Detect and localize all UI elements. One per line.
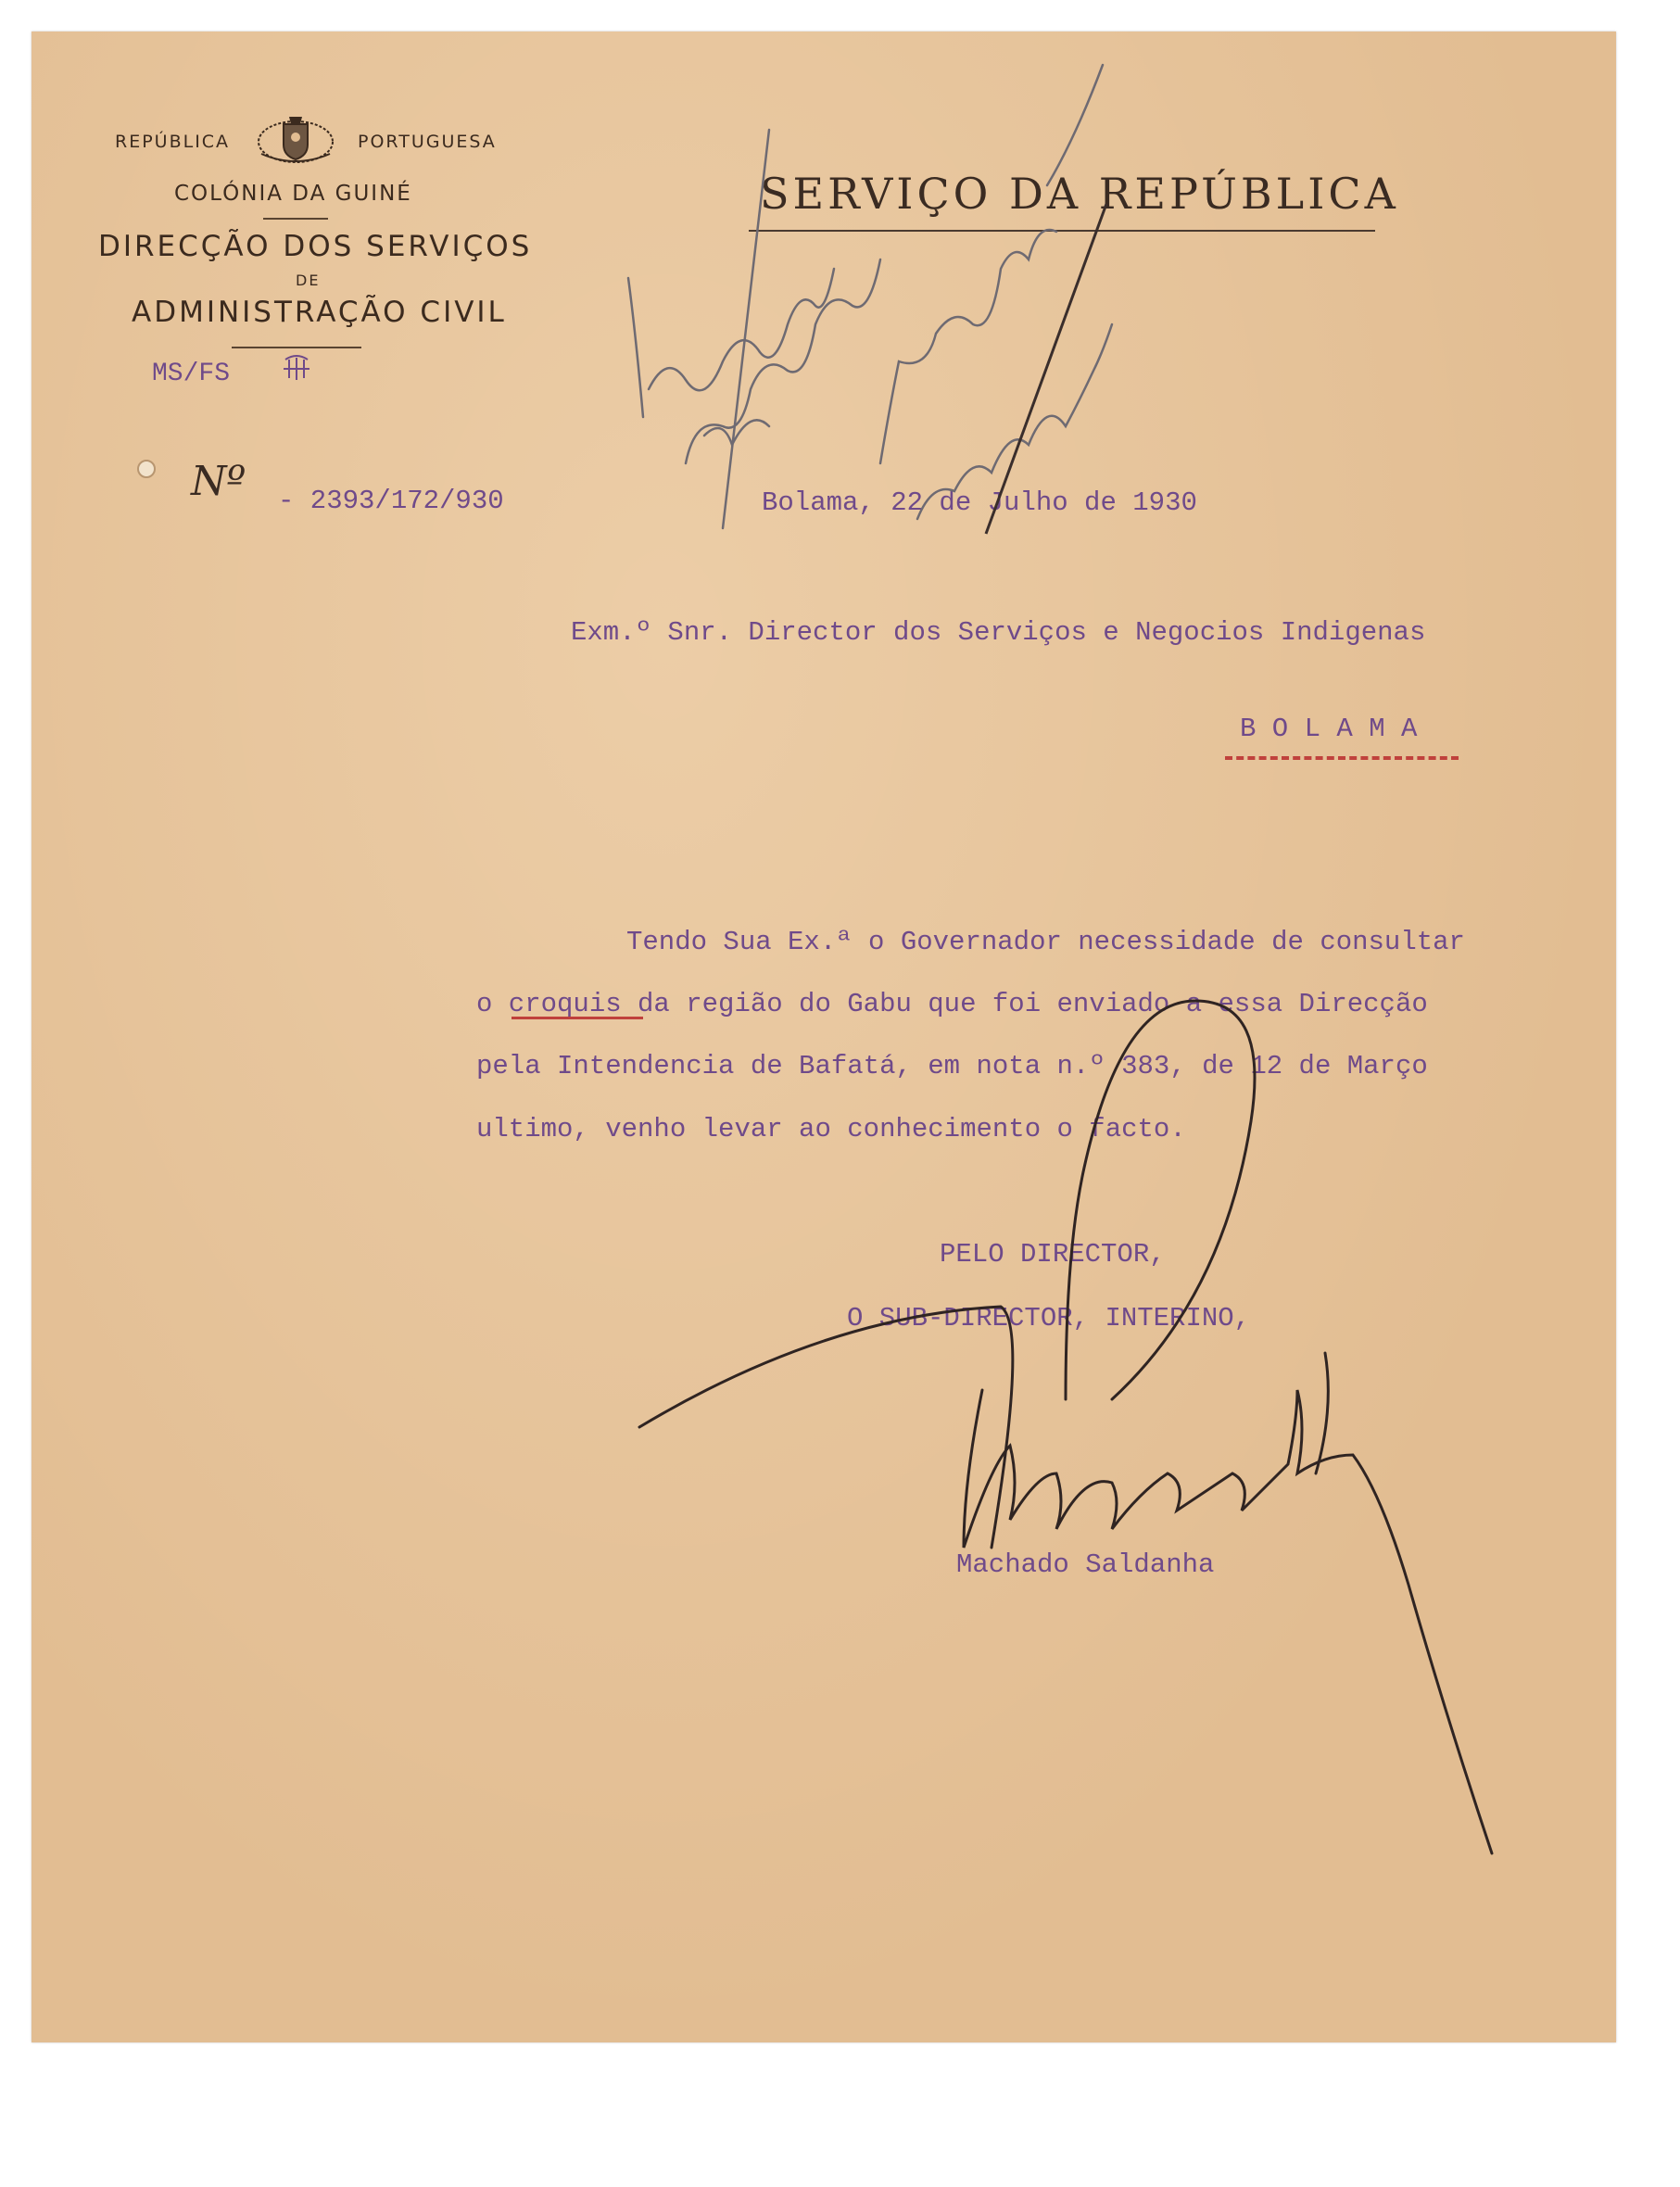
reference-prefix: Nº — [191, 458, 246, 505]
letterhead-de: DE — [296, 272, 321, 289]
pencil-annotation-scribble — [628, 65, 1112, 528]
body-line-3: pela Intendencia de Bafatá, em nota n.º 383, de 12 de Março — [476, 1051, 1428, 1081]
letterhead-direccao: DIRECÇÃO DOS SERVIÇOS — [98, 230, 533, 263]
pencil-slash — [986, 204, 1106, 534]
body-line-1: Tendo Sua Ex.ª o Governador necessidade de consultar — [626, 927, 1465, 957]
letterhead-portuguesa: PORTUGUESA — [358, 132, 497, 152]
reference-number: - 2393/172/930 — [278, 486, 504, 516]
signatory-name: Machado Saldanha — [956, 1549, 1215, 1580]
pin-hole — [138, 461, 155, 477]
body-line-4: ultimo, venho levar ao conhecimento o facto. — [476, 1114, 1186, 1144]
place-date: Bolama, 22 de Julho de 1930 — [762, 487, 1197, 518]
letterhead-republica: REPÚBLICA — [115, 132, 231, 152]
recipient: Exm.º Snr. Director dos Serviços e Negocios Indigenas — [571, 617, 1426, 648]
handwritten-signature — [639, 1001, 1492, 1853]
closing-line-2: O SUB-DIRECTOR, INTERINO, — [847, 1303, 1251, 1334]
letterhead-colonia: COLÓNIA DA GUINÉ — [174, 182, 412, 206]
service-title: SERVIÇO DA REPÚBLICA — [760, 169, 1399, 219]
closing-line-1: PELO DIRECTOR, — [940, 1239, 1166, 1270]
initials: MS/FS — [152, 360, 231, 388]
body-line-2: o croquis da região do Gabu que foi enviado a essa Direcção — [476, 989, 1428, 1019]
letterhead-administracao: ADMINISTRAÇÃO CIVIL — [132, 296, 507, 329]
recipient-city: B O L A M A — [1240, 714, 1418, 744]
